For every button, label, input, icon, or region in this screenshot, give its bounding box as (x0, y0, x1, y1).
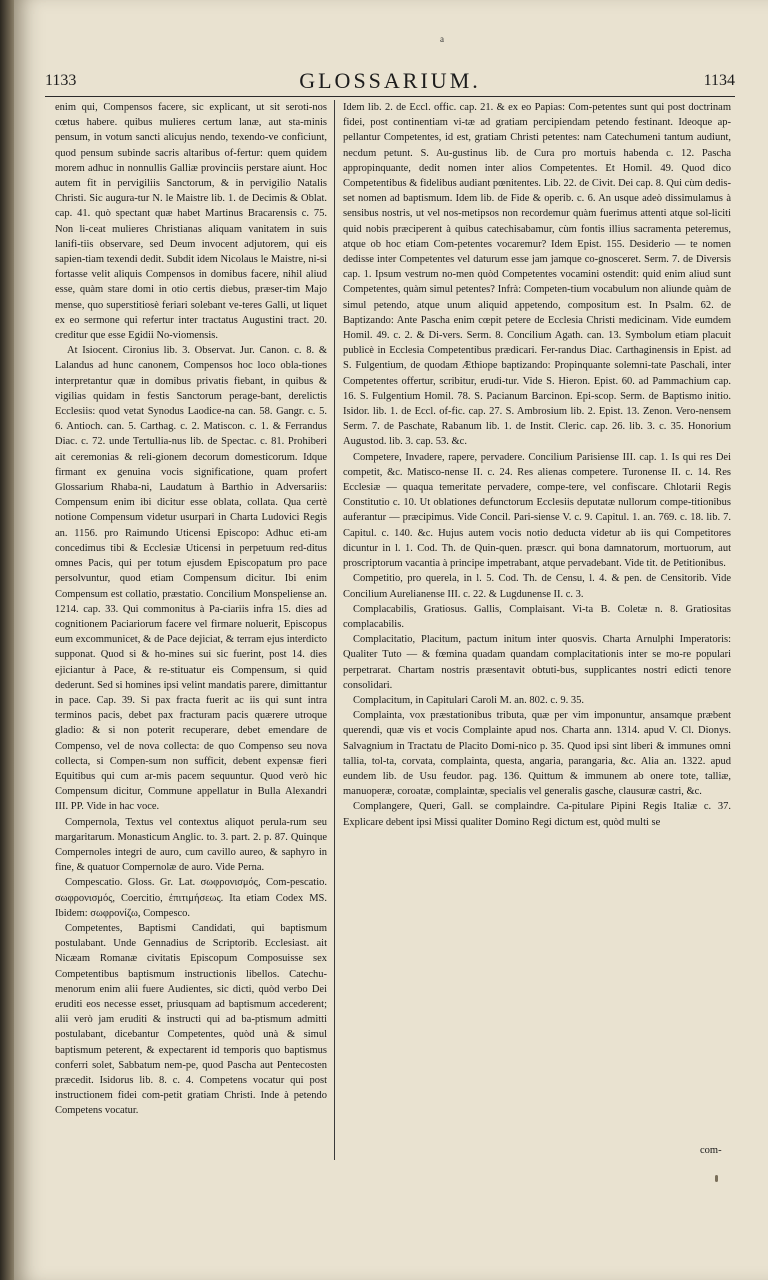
catchword: com- (700, 1145, 722, 1156)
entry-competitio: Competitio, pro querela, in l. 5. Cod. Th. de Censu, l. 4. & pen. de Censitorib. Vide Concilium Aurelianense III. c. 22. & Lugdunense II. c. 3. (343, 573, 731, 600)
entry-compescatio: Compescatio. Gloss. Gr. Lat. σωφρονισμός, Com-pescatio. σωφρονισμός, Coercitio, ἐπιτιμήσεως. Ita etiam Codex MS. Ibidem: σωφρονίζω, Compesco. (55, 877, 327, 919)
paragraph-compensus-continued: enim qui, Compensos facere, sic explicant, ut sit seroti-nos cœtus habere. quibus mulieres certum lanæ, aut sta-minis pensum, in votum sancti alicujus nendo, texendo-ve conficiunt, quod pensum subinde sacris altaribus of-fertur: quem quidem morem adhuc in nonnullis Galliæ provinciis perstare aiunt. Hoc autem fit in pervigiliis Sanctorum, & in pervigilio Natalis Christi. Sic augura-tur N. le Maistre lib. 1. de Decimis & Oblat. cap. 41. quò spectant quæ habet Martinus Bracarensis c. 75. Non li-ceat mulieres Christianas aliquam vanitatem in suis lanifi-tiis observare, sed Deum invocent adjutorem, qui eis sapien-tiam texendi dedit. Subdit idem Nicolaus le Maistre, ni-si fortasse velit aliquis Compensos in domibus facere, nihil aliud esse, quàm stare domi in otio certis diebus, præser-tim Majo mense, quo superstitiosè feriari solebant ve-teres Galli, ut liquet ex eo sermone qui refertur inter tractatus Augustini tract. 20. creditur que esse Egidii No-viomensis. (55, 102, 327, 342)
column-divider (334, 100, 335, 1160)
entry-compernola: Compernola, Textus vel contextus aliquot perula-rum seu margaritarum. Monasticum Anglic. to. 3. part. 2. p. 87. Quinque Compernoles integri de auro, cum cavillo aureo, & saphyro in fine, & quatuor Compernolæ de auro. Vide Perna. (55, 816, 327, 874)
paper-blemish (715, 1175, 718, 1182)
binding-edge (0, 0, 14, 1280)
paragraph-compensus-oblationes: At Isiocent. Cironius lib. 3. Observat. Jur. Canon. c. 8. & Lalandus ad hunc canonem, Compensos hoc loco obla-tiones interpretantur quæ in domibus privatis fiebant, in quibus & vigilias quidam in festis Sanctorum perage-bant, derelictis Ecclesiis: quod vetat Synodus Laodice-na can. 58. Gangr. c. 5. 6. Antioch. can. 5. Carthag. c. 2. Matiscon. c. 1. & Ferrandus Diac. c. 72. unde Tertullia-nus lib. de Spectac. c. 81. Prohiberi ait ceremonias & reli-gionem decorum domesticorum. Idque firmant ex genuina vocis significatione, quam profert Glossarium Rhaba-ni, Laudatum à Barthio in Adversariis: Compensum enim ibi dicitur esse oblata, collata. Qua certè notione Compensum videtur usurpari in Charta Ludovici Regis an. 1156. pro Raimundo Uticensi Episcopo: Adhuc eti-am concedimus tibi & Ecclesiæ Uticensi in perpetuum red-ditus omnes Pacis, qui per totum ejusdem Episcopatum pro pace persolvuntur, quod etiam Compensum dicitur. Ibi enim Compensum est collatio, præstatio. Concilium Monspeliense an. 1214. cap. 33. Qui commonitus à Pa-ciariis infra 15. dies ad cognitionem Paciariorum facere vel firmare noluerit, Episcopus eum excommunicet, & de Pace dejiciat, & terram ejus interdicto supponat. Quod si & ho-mines sui sic fuerint, post 14. dies ejiciantur à Pace, & re-stituatur eis Compensum, si quid dederunt. Sed si homines ipsi velint mandatis parere, dimittantur in pace. Cap. 39. Si pax fracta fuerit ac iis qui sunt intra terminos pacis, debet pax fracturam pacis quærere utroque gladio: & si non poterit recuperare, debet emendare de Compenso, vel de nova collecta: de quo Compenso seu nova collecta, si Compen-sum non sufficit, debent expensæ fieri Equitibus qui cum ar-mis pacem sequuntur. Quod verò hic Compensum dicitur, Commune appellatur in Bulla Alexandri III. PP. Vide in hac voce. (55, 345, 327, 813)
entry-complacitum: Complacitum, in Capitulari Caroli M. an. 802. c. 9. 35. (353, 694, 584, 706)
entry-complangere: Complangere, Queri, Gall. se complaindre. Ca-pitulare Pipini Regis Italiæ c. 37. Explicare debent ipsi Missi qualiter Domino Regi dictum est, quòd multi se (343, 801, 731, 828)
header-rule (45, 96, 735, 97)
page-number-left: 1133 (45, 72, 77, 89)
page-title: GLOSSARIUM. (299, 68, 481, 93)
left-column (55, 100, 327, 1119)
right-column (343, 100, 731, 830)
running-header (45, 68, 735, 98)
entry-complacitatio: Complacitatio, Placitum, pactum initum inter quosvis. Charta Arnulphi Imperatoris: Qualiter Tuto — & fœmina quadam quandam complacitationis inter se mo-re populari perpetrarat. Chartam nostris præsentavit obtuti-bus, supplicantes nostri edicti tenore consolidari. (343, 634, 731, 691)
paragraph-competentes-continued: Idem lib. 2. de Eccl. offic. cap. 21. & ex eo Papias: Com-petentes sunt qui post doctrinam fidei, post continentiam vi-tæ ad gratiam percipiendam petendo festinant. Ideoque ap-pellantur Competentes, id est, gratiam Christi petentes: nam Catechumeni tantum audiunt, necdum petunt. S. Au-gustinus lib. de Cura pro mortuis habenda c. 12. Pascha appropinquante, dedit nomen inter alios Competentes. Et Homil. 49. Quod dico Competentibus & fidelibus audiant pœnitentes. Lib. 22. de Civit. Dei cap. 8. Qui cùm dedis-set nomen ad baptismum. Idem lib. de Fide & operib. c. 6. An usque adeò dissimulamus à sensibus nostris, ut vel nos-metipsos non recordemur quàm fuerimus attenti atque sol-liciti quid nobis præciperent à quibus catechisabamur, cùm fontis illius sacramenta peteremus, atque ob hoc etiam Com-petentes vocaremur? Idem Epist. 155. Desiderio — te nomen dedisse inter Competentes vel daturum esse jam jamque co-gnosceret. Serm. 7. de Diversis cap. 1. Ipsum vestrum no-men quòd Competentes vocamini ostendit: quid enim aliud sunt Competentes, quàm simul petentes? Infrà: Competen-tium vocabulum non aliunde quàm de simul petendo, atque unum aliquid appetendo, compositum est. In Psalm. 62. de Baptizando: Ante Pascha enim cœpit petere de Ecclesia Christi medicinam. Vide eumdem Homil. 49. c. 2. & Di-vers. Serm. 8. Concilium Agath. can. 13. Symbolum etiam placuit publicè in Ecclesia Competentibus prædicari. Fer-randus Diac. Carthaginensis in Epist. ad S. Fulgentium, de quodam Æthiope baptizando: Propinquante solemni-tate Paschali, inter Competentes offertur, scribitur, erudi-tur. Vide S. Hieron. Epist. 60. ad Pammachium cap. 16. S. Fulgentium Homil. 78. S. Pacianum Barcinon. Epi-scop. Serm. de Baptismo initio. Isidor. lib. 1. de Eccl. of-fic. cap. 27. S. Ambrosium lib. 2. Epist. 13. Zenon. Vero-nensem Serm. 7. de Paschate, Rabanum lib. 1. de Instit. Cleric. cap. 26. lib. 3. c. 35. Honorium Augustod. lib. 3. cap. 53. &c. (343, 102, 731, 448)
signature-mark: a (440, 34, 444, 44)
entry-complainta: Complainta, vox præstationibus tributa, quæ per vim imponuntur, ansamque præbent querendi, quæ vis et vocis Complainte apud nos. Charta ann. 1314. apud V. Cl. Dionys. Salvagnium in Tractatu de Placito Domi-nico p. 35. Quod ipsi sint liberi & immunes omni tallia, tol-ta, corvata, complainta, questa, angaria, parangaria, &c. Alia an. 1322. apud eundem lib. de Usu feudor. pag. 136. Quittum & immunem ab onere tote, talliæ, manuoperæ, coroatæ, complaintæ, specialis vel generalis gasche, clausuræ castri, &c. (343, 710, 731, 798)
page-number-right: 1134 (703, 72, 735, 89)
entry-complacabilis: Complacabilis, Gratiosus. Gallis, Complaisant. Vi-ta B. Coletæ n. 8. Gratiositas complacabilis. (343, 603, 731, 630)
entry-competentes: Competentes, Baptismi Candidati, qui baptismum postulabant. Unde Gennadius de Scriptorib. Ecclesiast. ait Nicæam Romanæ civitatis Episcopum Composuisse sex Competentibus baptismum instructionis libellos. Catechu-menorum enim alii fuere Audientes, sic dicti, quòd verbo Dei eruditi eos necesse esset, priusquam ad baptismum accederent; alii verò jam eruditi & instructi qui ad ba-ptismum admitti postulabant, dicebantur Competentes, quòd unà & simul baptismum peterent, & expectarent id temporis quo baptismus conferri solet, Sabbatum nem-pe, quod Pascha aut Pentecosten præcedit. Isidorus lib. 8. c. 4. Competens vocatur qui post instructionem fidei com-petit gratiam Christi. Inde à petendo Competens vocatur. (55, 922, 327, 1117)
entry-competere: Competere, Invadere, rapere, pervadere. Concilium Parisiense III. cap. 1. Is qui res Dei competit, &c. Matisco-nense II. c. 24. Res alienas competere. Turonense II. c. 14. Res Ecclesiæ — quaqua temeritate pervadere, compe-tere, vel confiscare. Chlotarii Regis Constitutio c. 10. Ut oblationes defunctorum Ecclesiis deputatæ nullorum compe-titionibus auferantur — præcipimus. Vide Concil. Pari-siense V. c. 9. Capitul. 1. an. 769. c. 18. lib. 7. Capitul. c. 140. &c. Hujus autem vocis notio deducta videtur ab iis qui Competitores dicuntur in l. 1. Cod. Th. de Quin-quen. præscr. qui bona damnatorum, mortuorum, aut proscriptorum vacantia à principe impetrabant, atque pervadebant. Vide tit. de Petitionibus. (343, 451, 731, 570)
